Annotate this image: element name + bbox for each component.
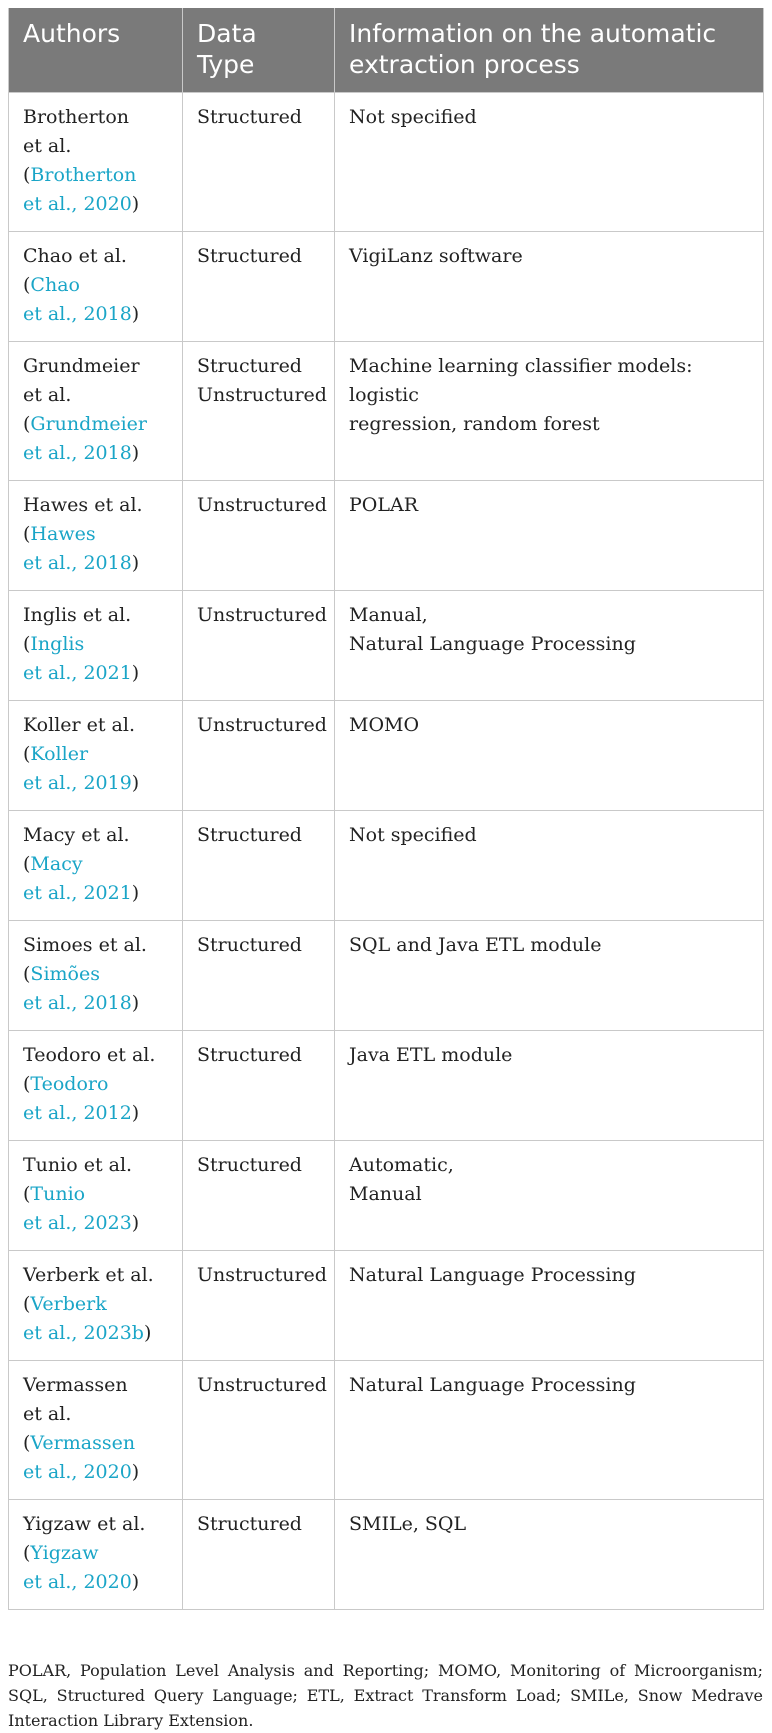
- citation: [23, 740, 168, 798]
- citation-line: et al., 2021): [23, 662, 140, 684]
- extraction-info-text: regression, random forest: [349, 413, 600, 435]
- citation-line: (Brotherton: [23, 164, 137, 186]
- extraction-info-cell: [335, 481, 764, 591]
- author-cell: [9, 232, 183, 342]
- data-type-value: Structured: [197, 1154, 302, 1176]
- extraction-info-text: SMILe, SQL: [349, 1513, 467, 1535]
- data-type-cell: [183, 1141, 335, 1251]
- table-row: [9, 93, 764, 232]
- author-name: Inglis et al.: [23, 604, 132, 626]
- table-row: [9, 1141, 764, 1251]
- citation-link[interactable]: Tunio: [30, 1183, 86, 1205]
- extraction-info-cell: [335, 1361, 764, 1500]
- citation-link[interactable]: et al., 2020: [23, 1571, 132, 1593]
- citation-link[interactable]: et al., 2021: [23, 882, 132, 904]
- citation-link[interactable]: et al., 2019: [23, 772, 132, 794]
- data-type-value: Structured: [197, 1513, 302, 1535]
- data-type-cell: [183, 921, 335, 1031]
- citation-link[interactable]: et al., 2012: [23, 1102, 132, 1124]
- citation: [23, 271, 168, 329]
- citation-line: et al., 2012): [23, 1102, 140, 1124]
- data-type-value: Unstructured: [197, 1374, 327, 1396]
- citation-line: (Hawes: [23, 523, 96, 545]
- citation: [23, 520, 168, 578]
- table-header: [9, 8, 764, 93]
- citation-line: (Inglis: [23, 633, 85, 655]
- extraction-table: [8, 8, 764, 1610]
- citation-line: (Teodoro: [23, 1073, 109, 1095]
- extraction-info-text: Natural Language Processing: [349, 1264, 636, 1286]
- data-type-value: Unstructured: [197, 714, 327, 736]
- data-type-value: Unstructured: [197, 384, 327, 406]
- extraction-info-text: Natural Language Processing: [349, 633, 636, 655]
- author-cell: [9, 1500, 183, 1610]
- header-info-line-2: extraction process: [349, 50, 580, 79]
- citation-link[interactable]: Inglis: [30, 633, 85, 655]
- citation-link[interactable]: et al., 2018: [23, 992, 132, 1014]
- citation: [23, 161, 168, 219]
- extraction-info-cell: [335, 921, 764, 1031]
- citation-link[interactable]: et al., 2021: [23, 662, 132, 684]
- extraction-info-cell: [335, 342, 764, 481]
- author-name: et al.: [23, 1403, 72, 1425]
- header-data-type: [183, 8, 335, 93]
- citation-link[interactable]: Chao: [30, 274, 80, 296]
- extraction-info-text: Automatic,: [349, 1154, 454, 1176]
- data-type-value: Structured: [197, 1044, 302, 1066]
- citation-line: et al., 2023b): [23, 1322, 152, 1344]
- citation-link[interactable]: et al., 2020: [23, 193, 132, 215]
- author-name: Koller et al.: [23, 714, 136, 736]
- header-authors: [9, 8, 183, 93]
- extraction-info-text: Manual: [349, 1183, 422, 1205]
- citation-line: (Grundmeier: [23, 413, 147, 435]
- extraction-info-text: SQL and Java ETL module: [349, 934, 602, 956]
- citation-line: (Vermassen: [23, 1432, 136, 1454]
- header-info-line-1: Information on the automatic: [349, 19, 717, 48]
- extraction-info-text: VigiLanz software: [349, 245, 523, 267]
- table-row: [9, 1251, 764, 1361]
- table-row: [9, 481, 764, 591]
- header-info: [335, 8, 764, 93]
- data-type-cell: [183, 481, 335, 591]
- citation-line: et al., 2018): [23, 992, 140, 1014]
- citation-link[interactable]: Grundmeier: [30, 413, 147, 435]
- author-name: Grundmeier: [23, 355, 140, 377]
- header-data-type-line-2: Type: [197, 50, 255, 79]
- extraction-info-text: POLAR: [349, 494, 419, 516]
- author-cell: [9, 1251, 183, 1361]
- data-type-value: Structured: [197, 245, 302, 267]
- citation: [23, 960, 168, 1018]
- author-name: Chao et al.: [23, 245, 127, 267]
- extraction-info-cell: [335, 93, 764, 232]
- author-cell: [9, 811, 183, 921]
- data-type-cell: [183, 1031, 335, 1141]
- citation-link[interactable]: et al., 2023: [23, 1212, 132, 1234]
- citation-link[interactable]: Verberk: [30, 1293, 107, 1315]
- extraction-info-text: Natural Language Processing: [349, 1374, 636, 1396]
- data-type-cell: [183, 342, 335, 481]
- citation-link[interactable]: Teodoro: [30, 1073, 109, 1095]
- author-cell: [9, 1031, 183, 1141]
- extraction-info-cell: [335, 1251, 764, 1361]
- table-row: [9, 232, 764, 342]
- citation-line: (Koller: [23, 743, 89, 765]
- citation-line: et al., 2020): [23, 1461, 140, 1483]
- extraction-info-text: Java ETL module: [349, 1044, 513, 1066]
- table-row: [9, 921, 764, 1031]
- data-type-value: Structured: [197, 934, 302, 956]
- data-type-value: Structured: [197, 106, 302, 128]
- author-name: Tunio et al.: [23, 1154, 133, 1176]
- data-type-value: Unstructured: [197, 494, 327, 516]
- citation: [23, 630, 168, 688]
- data-type-cell: [183, 1251, 335, 1361]
- data-type-cell: [183, 93, 335, 232]
- extraction-info-text: Not specified: [349, 824, 477, 846]
- citation: [23, 850, 168, 908]
- header-authors-label: Authors: [23, 19, 121, 48]
- header-data-type-line-1: Data: [197, 19, 257, 48]
- table-body: [9, 93, 764, 1610]
- author-name: et al.: [23, 384, 72, 406]
- extraction-info-cell: [335, 1141, 764, 1251]
- data-type-value: Unstructured: [197, 604, 327, 626]
- citation: [23, 1180, 168, 1238]
- author-name: et al.: [23, 135, 72, 157]
- author-name: Brotherton: [23, 106, 129, 128]
- citation-link[interactable]: et al., 2020: [23, 1461, 132, 1483]
- citation-line: et al., 2020): [23, 1571, 140, 1593]
- citation-line: (Chao: [23, 274, 80, 296]
- citation-link[interactable]: Koller: [30, 743, 89, 765]
- author-name: Teodoro et al.: [23, 1044, 156, 1066]
- citation-link[interactable]: Yigzaw: [30, 1542, 99, 1564]
- extraction-info-cell: [335, 1500, 764, 1610]
- data-type-cell: [183, 811, 335, 921]
- author-cell: [9, 481, 183, 591]
- data-type-value: Unstructured: [197, 1264, 327, 1286]
- author-cell: [9, 591, 183, 701]
- citation: [23, 410, 168, 468]
- table-row: [9, 701, 764, 811]
- citation-line: (Yigzaw: [23, 1542, 99, 1564]
- citation-link[interactable]: Hawes: [30, 523, 96, 545]
- extraction-info-cell: [335, 811, 764, 921]
- extraction-info-text: Manual,: [349, 604, 428, 626]
- citation-line: et al., 2019): [23, 772, 140, 794]
- table-container: [8, 8, 763, 1610]
- citation-line: et al., 2018): [23, 552, 140, 574]
- table-row: [9, 1500, 764, 1610]
- author-name: Simoes et al.: [23, 934, 147, 956]
- extraction-info-text: Machine learning classifier models: logistic: [349, 355, 693, 406]
- extraction-info-cell: [335, 701, 764, 811]
- citation-line: (Tunio: [23, 1183, 86, 1205]
- citation-line: et al., 2018): [23, 442, 140, 464]
- citation-line: et al., 2018): [23, 303, 140, 325]
- citation-link[interactable]: et al., 2018: [23, 303, 132, 325]
- citation-line: et al., 2020): [23, 193, 140, 215]
- extraction-info-cell: [335, 1031, 764, 1141]
- citation: [23, 1539, 168, 1597]
- table-row: [9, 1361, 764, 1500]
- table-row: [9, 811, 764, 921]
- extraction-info-cell: [335, 591, 764, 701]
- citation: [23, 1070, 168, 1128]
- data-type-value: Structured: [197, 824, 302, 846]
- extraction-info-text: Not specified: [349, 106, 477, 128]
- header-row: [9, 8, 764, 93]
- citation-line: (Simões: [23, 963, 100, 985]
- citation-link[interactable]: Brotherton: [30, 164, 137, 186]
- citation-line: (Macy: [23, 853, 83, 875]
- citation: [23, 1290, 168, 1348]
- author-name: Vermassen: [23, 1374, 128, 1396]
- citation-link[interactable]: et al., 2023b: [23, 1322, 144, 1344]
- citation: [23, 1429, 168, 1487]
- author-cell: [9, 93, 183, 232]
- table-footnote: POLAR, Population Level Analysis and Reporting; MOMO, Monitoring of Microorganism; SQL, Structured Query Language; ETL, Extract Transform Load; SMILe, Snow Medrave Interaction Library Extension.: [8, 1661, 763, 1730]
- author-cell: [9, 701, 183, 811]
- author-cell: [9, 342, 183, 481]
- table-row: [9, 342, 764, 481]
- data-type-cell: [183, 701, 335, 811]
- citation-line: (Verberk: [23, 1293, 107, 1315]
- author-name: Macy et al.: [23, 824, 130, 846]
- extraction-info-text: MOMO: [349, 714, 420, 736]
- table-row: [9, 1031, 764, 1141]
- data-type-cell: [183, 1500, 335, 1610]
- data-type-cell: [183, 232, 335, 342]
- author-cell: [9, 1361, 183, 1500]
- citation-link[interactable]: et al., 2018: [23, 442, 132, 464]
- extraction-info-cell: [335, 232, 764, 342]
- data-type-cell: [183, 1361, 335, 1500]
- citation-link[interactable]: Macy: [30, 853, 83, 875]
- data-type-cell: [183, 591, 335, 701]
- citation-link[interactable]: et al., 2018: [23, 552, 132, 574]
- author-name: Verberk et al.: [23, 1264, 154, 1286]
- citation-link[interactable]: Vermassen: [30, 1432, 136, 1454]
- data-type-value: Structured: [197, 355, 302, 377]
- author-name: Hawes et al.: [23, 494, 143, 516]
- citation-line: et al., 2021): [23, 882, 140, 904]
- author-name: Yigzaw et al.: [23, 1513, 146, 1535]
- author-cell: [9, 921, 183, 1031]
- table-row: [9, 591, 764, 701]
- author-cell: [9, 1141, 183, 1251]
- citation-line: et al., 2023): [23, 1212, 140, 1234]
- citation-link[interactable]: Simões: [30, 963, 100, 985]
